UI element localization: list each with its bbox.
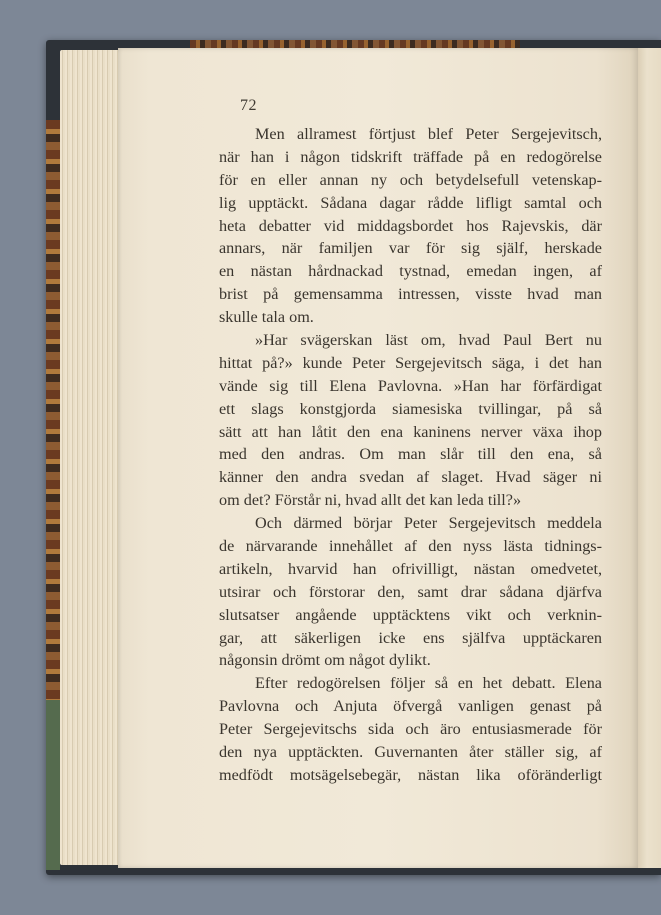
text-line: heta debatter vid middagsbordet hos Rajevskis, där <box>219 216 602 235</box>
text-line: någonsin drömt om något dylikt. <box>219 651 431 670</box>
text-line: »Har svägerskan läst om, hvad Paul Bert nu <box>255 331 602 350</box>
cover-band <box>46 700 60 870</box>
text-line: annars, när familjen var för sig själf, herskade <box>219 239 602 258</box>
text-line: Och därmed börjar Peter Sergejevitsch meddela <box>255 514 602 533</box>
marbled-edge-left <box>46 120 60 720</box>
page-number: 72 <box>240 97 257 114</box>
text-line: gar, att säkerligen icke ens själfva upptäckaren <box>219 628 602 647</box>
text-line: den nya upptäckten. Guvernanten åter ställer sig, af <box>219 743 602 762</box>
text-line: utsirar och förstorar den, samt drar sådana djärfva <box>219 582 602 601</box>
text-line: medfödt motsägelsebegär, nästan lika oföränderligt <box>219 765 602 784</box>
text-line: Men allramest förtjust blef Peter Sergejevitsch, <box>255 125 602 143</box>
page-text <box>219 123 602 787</box>
text-line: om det? Förstår ni, hvad allt det kan leda till?» <box>219 491 522 510</box>
text-line: sätt att han låtit den ena kaninens nerver växa ihop <box>219 422 602 441</box>
text-line: vände sig till Elena Pavlovna. »Han har förfärdigat <box>219 376 602 395</box>
text-line: när han i någon tidskrift träffade på en redogörelse <box>219 147 602 166</box>
text-line: lig upptäckt. Sådana dagar rådde lifligt samtal och <box>219 193 602 212</box>
text-line: de närvarande innehållet af den nyss lästa tidnings- <box>219 537 602 556</box>
text-line: hittat på?» kunde Peter Sergejevitsch säga, i det han <box>219 353 602 372</box>
text-line: ett slags konstgjorda siamesiska tvillingar, på så <box>219 399 602 418</box>
text-line: slutsatser angående upptäcktens vikt och verknin- <box>219 605 602 624</box>
text-line: artikeln, hvarvid han ofrivilligt, nästan omedvetet, <box>219 559 602 578</box>
text-line: Pavlovna och Anjuta öfvergå vanligen genast på <box>219 697 602 716</box>
text-line: Peter Sergejevitschs sida och äro entusiasmerade för <box>219 720 602 739</box>
text-line: med den andras. Om man slår till den ena, så <box>219 445 602 464</box>
text-line: för en eller annan ny och betydelsefull vetenskap- <box>219 170 602 189</box>
text-line: skulle tala om. <box>219 308 314 327</box>
text-line: brist på gemensamma intressen, visste hvad man <box>219 285 602 304</box>
text-line: känner den andra svedan af slaget. Hvad säger ni <box>219 468 602 487</box>
text-line: en nästan hårdnackad tystnad, emedan ingen, af <box>219 262 602 281</box>
text-line: Efter redogörelsen följer så en het debatt. Elena <box>255 674 602 693</box>
facing-page-edge <box>636 48 661 868</box>
